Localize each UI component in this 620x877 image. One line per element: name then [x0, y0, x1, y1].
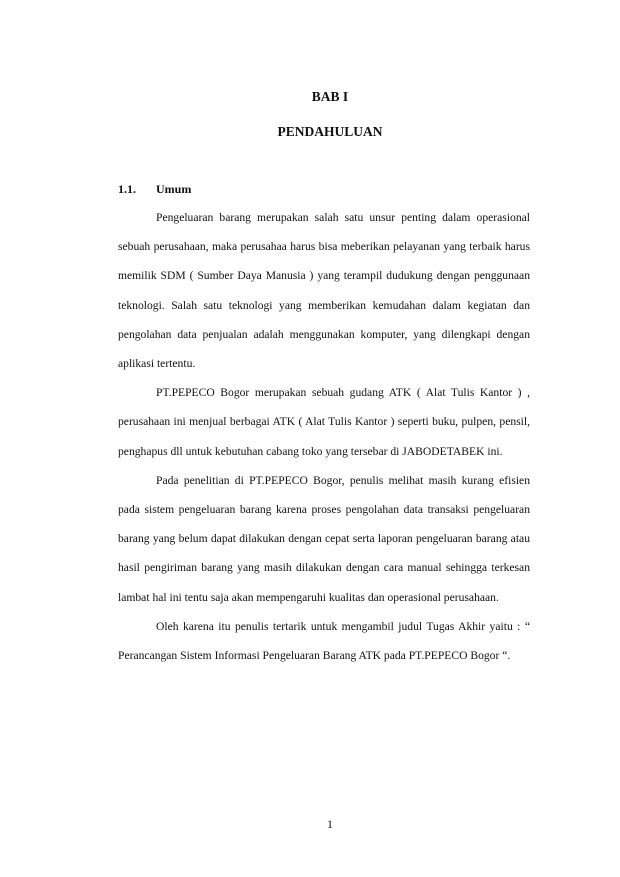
body-text	[118, 203, 530, 670]
paragraph-3: Pada penelitian di PT.PEPECO Bogor, penulis melihat masih kurang efisien pada sistem pengeluaran barang karena proses pengolahan data transaksi pengeluaran barang yang belum dapat dilakukan dengan cepat serta laporan pengeluaran barang atau hasil pengiriman barang yang masih dilakukan dengan cara manual sehingga terkesan lambat hal ini tentu saja akan mempengaruhi kualitas dan operasional perusahaan.	[118, 473, 530, 604]
chapter-label: BAB I	[311, 89, 349, 104]
section-heading	[118, 181, 191, 197]
paragraph-2: PT.PEPECO Bogor merupakan sebuah gudang ATK ( Alat Tulis Kantor ) , perusahaan ini menjual berbagai ATK ( Alat Tulis Kantor ) seperti buku, pulpen, pensil, penghapus dll untuk kebutuhan cabang toko yang tersebar di JABODETABEK ini.	[118, 386, 530, 458]
section-number: 1.1.	[118, 182, 136, 196]
chapter-title: PENDAHULUAN	[277, 124, 383, 139]
section-title: Umum	[156, 182, 192, 196]
paragraph-4: Oleh karena itu penulis tertarik untuk mengambil judul Tugas Akhir yaitu : “ Perancangan Sistem Informasi Pengeluaran Barang ATK pada PT.PEPECO Bogor “.	[118, 619, 530, 663]
paragraph-1: Pengeluaran barang merupakan salah satu unsur penting dalam operasional sebuah perusahaan, maka perusahaa harus bisa meberikan pelayanan yang terbaik harus memilik SDM ( Sumber Daya Manusia ) yang terampil dudukung dengan penggunaan teknologi. Salah satu teknologi yang memberikan kemudahan dalam kegiatan dan pengolahan data penjualan adalah menggunakan komputer, yang dilengkapi dengan aplikasi tertentu.	[118, 211, 530, 371]
page-number: 1	[327, 817, 333, 831]
